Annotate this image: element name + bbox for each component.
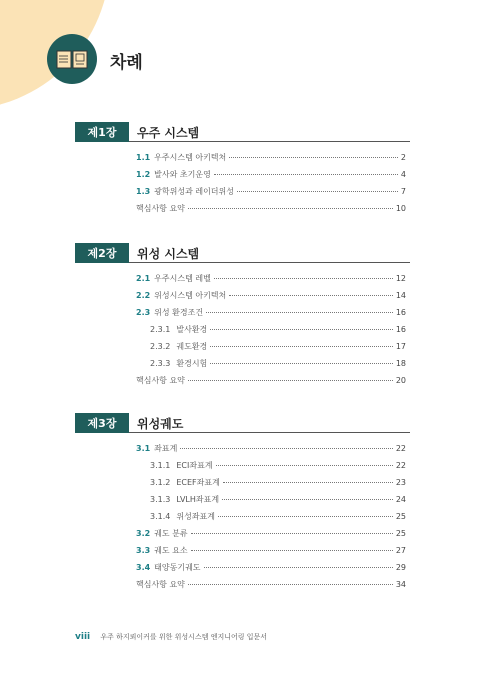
toc-entry-number: 2.3.1 [150,325,171,334]
toc-entry[interactable] [136,511,406,528]
toc-entry[interactable] [136,203,406,220]
dot-leader [216,465,393,466]
toc-entry-page: 16 [395,325,406,334]
footer-book-title: 우주 하지뢰이커를 위한 위성시스템 엔지니어링 입문서 [100,633,268,641]
toc-entry-number: 3.3 [136,546,151,555]
dot-leader [191,550,393,551]
dot-leader [237,191,398,192]
chapter-header [75,413,410,433]
toc-entry-title: 핵심사항 요약 [136,580,185,589]
toc-entry-page: 4 [400,170,406,179]
open-book-icon [55,47,89,71]
footer [75,632,267,642]
toc-entry[interactable] [136,324,406,341]
toc-entry-number: 1.1 [136,153,151,162]
toc-entry[interactable] [136,169,406,186]
toc-list [136,152,406,220]
toc-entry-number: 2.3.2 [150,342,171,351]
dot-leader [214,174,398,175]
toc-entry-page: 27 [395,546,406,555]
toc-entry-number: 3.1.2 [150,478,171,487]
toc-entry-number: 3.1.1 [150,461,171,470]
toc-entry-title: 위성시스템 아키텍처 [154,291,227,300]
toc-entry-title: LVLH좌표계 [176,495,220,504]
toc-entry-title: 우주시스템 레벨 [154,274,211,283]
chapter-title: 위성 시스템 [137,247,200,261]
toc-list [136,273,406,392]
dot-leader [214,278,393,279]
toc-entry[interactable] [136,152,406,169]
toc-entry-title: 우주시스템 아키텍처 [154,153,227,162]
footer-page-number: viii [75,632,91,642]
toc-entry-page: 17 [395,342,406,351]
toc-entry-title: 좌표계 [154,444,178,453]
toc-entry-title: 환경시험 [176,359,208,368]
toc-entry-title: ECI좌표계 [176,461,213,470]
toc-entry-number: 1.3 [136,187,151,196]
toc-entry-number: 2.3.3 [150,359,171,368]
toc-entry-title: 위성 환경조건 [154,308,204,317]
chapter-label: 제3장 [75,413,129,433]
dot-leader [188,584,393,585]
toc-entry[interactable] [136,494,406,511]
dot-leader [210,346,393,347]
toc-entry-page: 25 [395,512,406,521]
chapter-label: 제2장 [75,243,129,263]
toc-entry-number: 3.1 [136,444,151,453]
page-title: 차례 [110,53,143,73]
toc-entry-title: 태양동기궤도 [154,563,201,572]
toc-entry-title: 궤도 분류 [154,529,188,538]
toc-entry[interactable] [136,290,406,307]
toc-entry[interactable] [136,443,406,460]
toc-entry-number: 2.1 [136,274,151,283]
toc-entry-number: 3.2 [136,529,151,538]
toc-entry-page: 29 [395,563,406,572]
toc-entry-page: 12 [395,274,406,283]
toc-entry[interactable] [136,341,406,358]
toc-entry-page: 7 [400,187,406,196]
toc-entry[interactable] [136,375,406,392]
toc-entry[interactable] [136,186,406,203]
dot-leader [191,533,393,534]
chapter-header [75,243,410,263]
chapter-divider [129,262,410,263]
toc-entry[interactable] [136,562,406,579]
toc-entry-title: 위성좌표계 [176,512,215,521]
toc-entry-page: 34 [395,580,406,589]
toc-entry-page: 16 [395,308,406,317]
toc-entry-page: 22 [395,461,406,470]
toc-entry-title: ECEF좌표계 [176,478,220,487]
toc-entry-number: 2.3 [136,308,151,317]
toc-entry[interactable] [136,545,406,562]
toc-entry-number: 3.1.4 [150,512,171,521]
toc-entry-page: 24 [395,495,406,504]
toc-entry-title: 궤도 요소 [154,546,188,555]
toc-entry-title: 핵심사항 요약 [136,204,185,213]
dot-leader [229,157,398,158]
chapter-header [75,122,410,142]
toc-entry-title: 발사환경 [176,325,208,334]
toc-entry-title: 궤도환경 [176,342,208,351]
toc-entry-page: 10 [395,204,406,213]
dot-leader [204,567,393,568]
toc-entry-page: 23 [395,478,406,487]
dot-leader [223,482,393,483]
toc-entry-page: 14 [395,291,406,300]
toc-entry[interactable] [136,528,406,545]
toc-entry-number: 1.2 [136,170,151,179]
dot-leader [206,312,393,313]
dot-leader [188,208,393,209]
toc-entry-title: 핵심사항 요약 [136,376,185,385]
toc-entry[interactable] [136,579,406,596]
toc-entry[interactable] [136,477,406,494]
dot-leader [229,295,393,296]
dot-leader [210,329,393,330]
dot-leader [188,380,393,381]
toc-entry[interactable] [136,273,406,290]
toc-entry-number: 3.4 [136,563,151,572]
toc-entry-title: 발사와 초기운영 [154,170,211,179]
toc-entry[interactable] [136,307,406,324]
toc-entry-page: 22 [395,444,406,453]
toc-entry[interactable] [136,460,406,477]
chapter-title: 위성궤도 [137,417,184,431]
chapter-label: 제1장 [75,122,129,142]
toc-entry-title: 광학위성과 레이더위성 [154,187,234,196]
chapter-divider [129,432,410,433]
toc-list [136,443,406,596]
chapter-divider [129,141,410,142]
toc-entry-page: 2 [400,153,406,162]
toc-entry-number: 3.1.3 [150,495,171,504]
dot-leader [222,499,393,500]
toc-entry-page: 25 [395,529,406,538]
toc-entry-page: 18 [395,359,406,368]
chapter-title: 우주 시스템 [137,126,200,140]
dot-leader [218,516,393,517]
toc-entry[interactable] [136,358,406,375]
dot-leader [180,448,392,449]
header-badge [47,34,97,84]
toc-entry-number: 2.2 [136,291,151,300]
toc-entry-page: 20 [395,376,406,385]
dot-leader [210,363,393,364]
